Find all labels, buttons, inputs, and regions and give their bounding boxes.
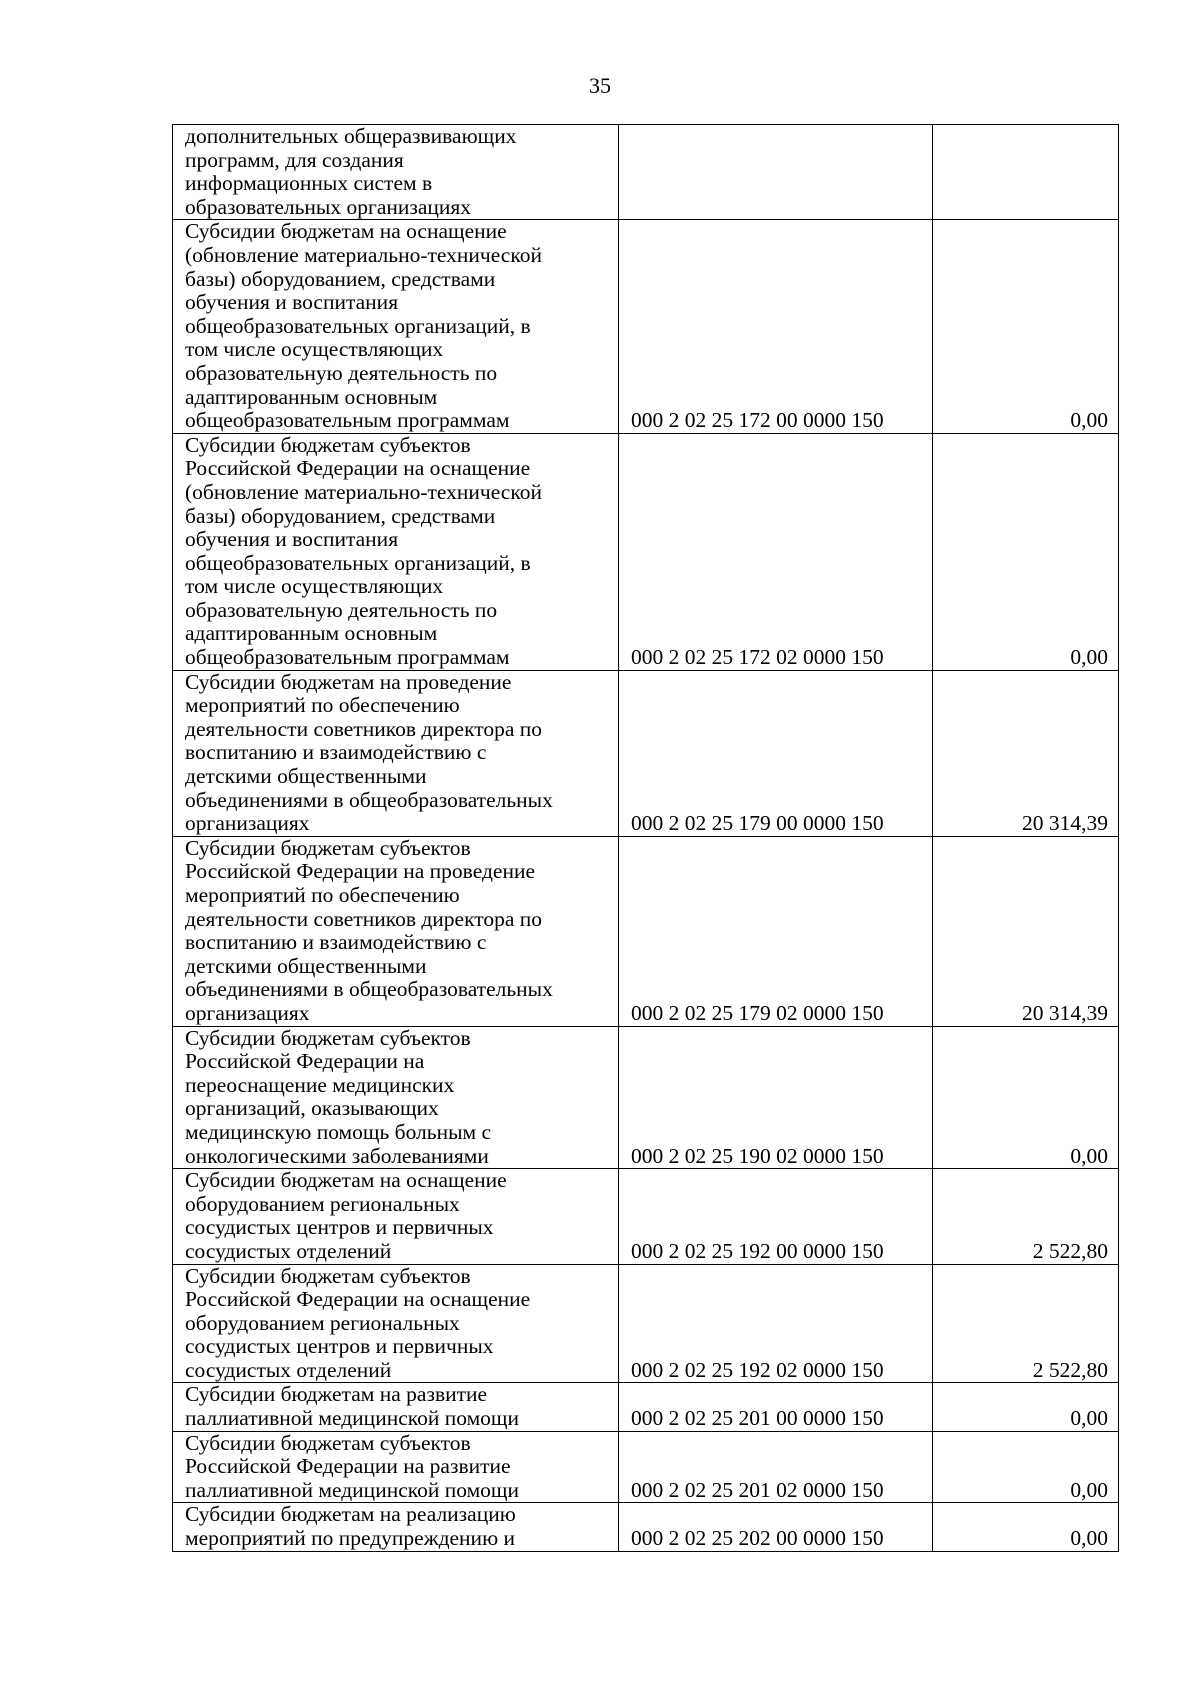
table-row [173,1169,1119,1264]
table-row [173,836,1119,1026]
row-amount-cell: 20 314,39 [933,836,1119,1026]
row-name-cell: Субсидии бюджетам субъектов Российской Федерации на проведение мероприятий по обеспечению деятельности советников директора по воспитанию и взаимодействию с детскими общественными объединениями в общеобразовательных организациях [173,836,619,1026]
table-row [173,1026,1119,1169]
row-name-cell: Субсидии бюджетам на развитие паллиативной медицинской помощи [173,1383,619,1431]
row-amount-cell: 2 522,80 [933,1264,1119,1383]
row-code-cell: 000 2 02 25 172 00 0000 150 [619,220,933,433]
table-row [173,1264,1119,1383]
row-code-cell [619,125,933,220]
row-name-cell: Субсидии бюджетам субъектов Российской Федерации на оснащение оборудованием региональных сосудистых центров и первичных сосудистых отделений [173,1264,619,1383]
row-amount-cell: 0,00 [933,1431,1119,1503]
row-name-cell: Субсидии бюджетам на проведение мероприятий по обеспечению деятельности советников директора по воспитанию и взаимодействию с детскими общественными объединениями в общеобразовательных организациях [173,670,619,836]
row-name-cell: Субсидии бюджетам субъектов Российской Федерации на переоснащение медицинских организаций, оказывающих медицинскую помощь больным с онкологическими заболеваниями [173,1026,619,1169]
row-code-cell: 000 2 02 25 172 02 0000 150 [619,433,933,670]
row-amount-cell: 0,00 [933,1383,1119,1431]
row-amount-cell: 0,00 [933,1026,1119,1169]
row-name-cell: дополнительных общеразвивающих программ, для создания информационных систем в образовательных организациях [173,125,619,220]
row-code-cell: 000 2 02 25 202 00 0000 150 [619,1503,933,1551]
page-number: 35 [589,73,611,98]
row-code-cell: 000 2 02 25 179 00 0000 150 [619,670,933,836]
row-amount-cell: 2 522,80 [933,1169,1119,1264]
row-amount-cell: 0,00 [933,1503,1119,1551]
table-row [173,670,1119,836]
table-row [173,433,1119,670]
row-amount-cell [933,125,1119,220]
row-code-cell: 000 2 02 25 201 00 0000 150 [619,1383,933,1431]
row-code-cell: 000 2 02 25 179 02 0000 150 [619,836,933,1026]
table-row [173,125,1119,220]
table-row [173,220,1119,433]
row-name-cell: Субсидии бюджетам на реализацию мероприятий по предупреждению и [173,1503,619,1551]
row-code-cell: 000 2 02 25 190 02 0000 150 [619,1026,933,1169]
budget-table [172,124,1119,1552]
table-row [173,1503,1119,1551]
row-amount-cell: 0,00 [933,220,1119,433]
row-name-cell: Субсидии бюджетам на оснащение (обновление материально-технической базы) оборудованием, средствами обучения и воспитания общеобразовательных организаций, в том числе осуществляющих образовательную деятельность по адаптированным основным общеобразовательным программам [173,220,619,433]
table-row [173,1383,1119,1431]
row-code-cell: 000 2 02 25 192 00 0000 150 [619,1169,933,1264]
table-row [173,1431,1119,1503]
row-amount-cell: 0,00 [933,433,1119,670]
row-amount-cell: 20 314,39 [933,670,1119,836]
row-name-cell: Субсидии бюджетам субъектов Российской Федерации на развитие паллиативной медицинской помощи [173,1431,619,1503]
row-code-cell: 000 2 02 25 201 02 0000 150 [619,1431,933,1503]
row-name-cell: Субсидии бюджетам на оснащение оборудованием региональных сосудистых центров и первичных сосудистых отделений [173,1169,619,1264]
row-name-cell: Субсидии бюджетам субъектов Российской Федерации на оснащение (обновление материально-технической базы) оборудованием, средствами обучения и воспитания общеобразовательных организаций, в том числе осуществляющих образовательную деятельность по адаптированным основным общеобразовательным программам [173,433,619,670]
row-code-cell: 000 2 02 25 192 02 0000 150 [619,1264,933,1383]
